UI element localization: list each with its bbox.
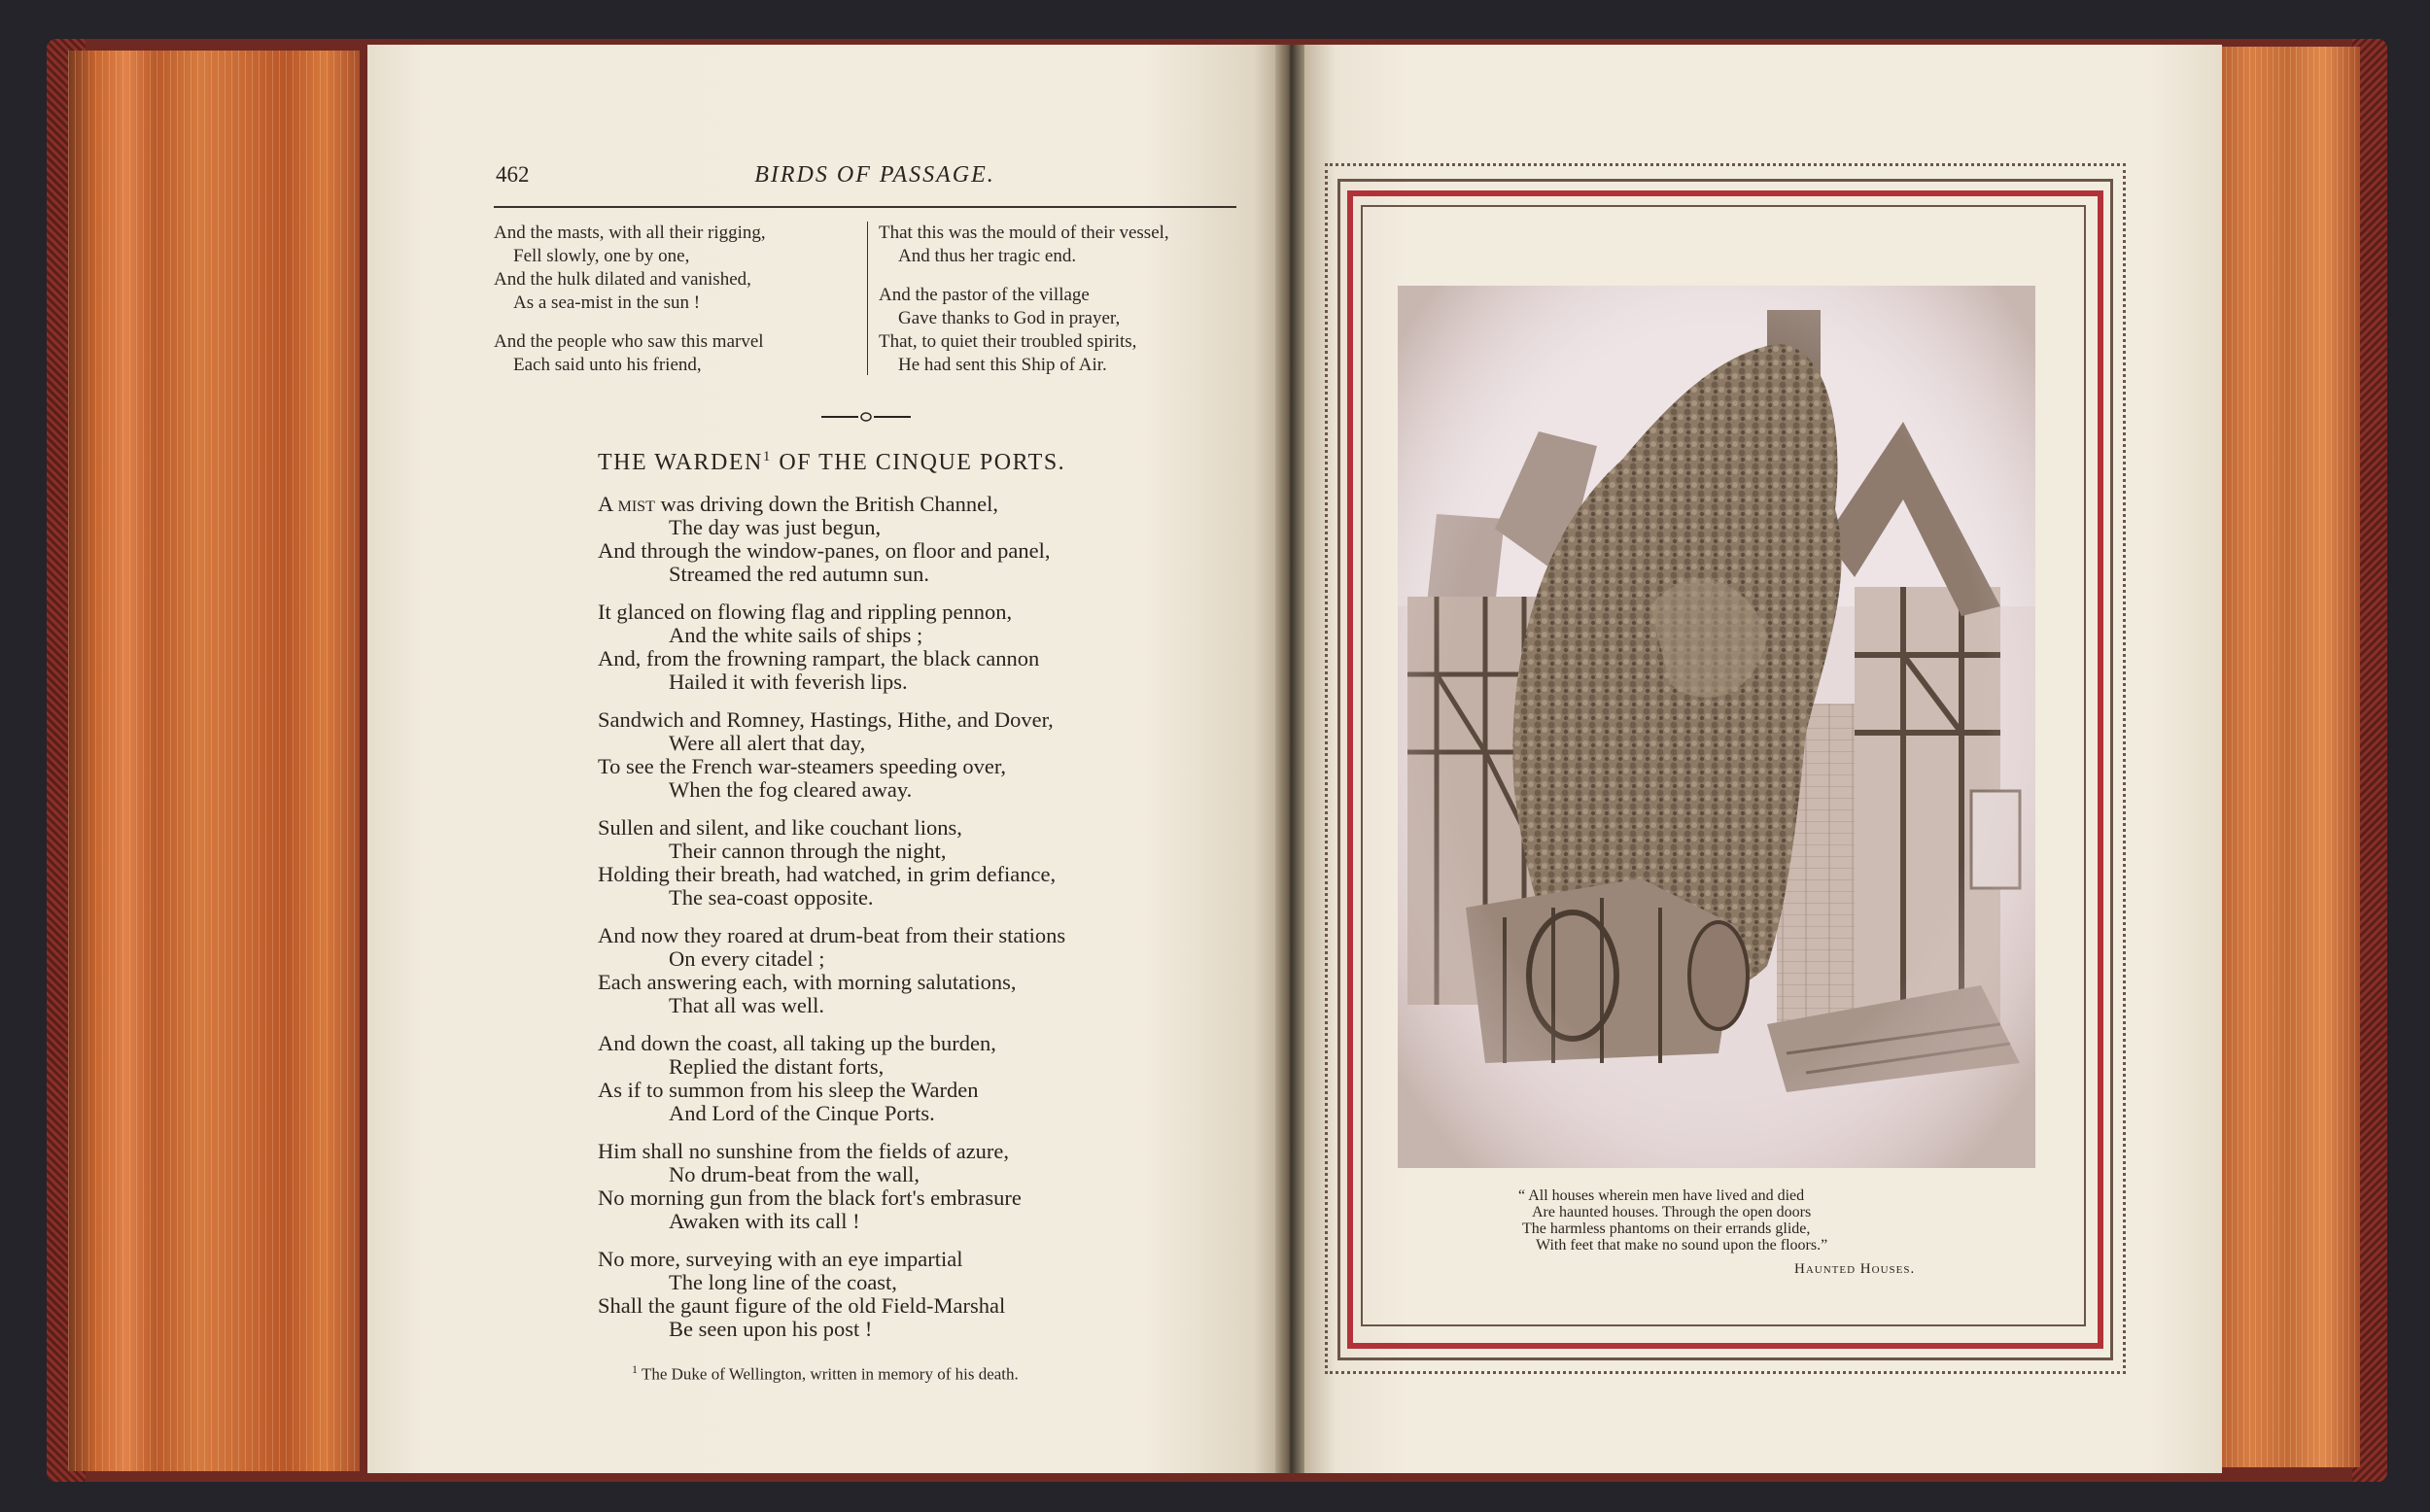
poem-line: That, to quiet their troubled spirits, bbox=[879, 331, 1137, 352]
stanza bbox=[598, 816, 1065, 910]
stanza bbox=[598, 1140, 1065, 1233]
running-head: BIRDS OF PASSAGE. bbox=[754, 162, 995, 188]
poem-line: Fell slowly, one by one, bbox=[513, 246, 690, 266]
caption-line: Are haunted houses. Through the open doors bbox=[1532, 1204, 1812, 1220]
stanza bbox=[598, 1248, 1065, 1341]
poem-line: Were all alert that day, bbox=[669, 731, 866, 755]
poem-line: When the fog cleared away. bbox=[669, 777, 913, 802]
poem-line: The long line of the coast, bbox=[669, 1270, 897, 1294]
poem-line: No morning gun from the black fort's embrasure bbox=[598, 1186, 1022, 1210]
poem-line: Replied the distant forts, bbox=[669, 1054, 885, 1079]
poem-line: And the masts, with all their rigging, bbox=[494, 223, 766, 243]
stanza bbox=[598, 493, 1065, 586]
poem-line: Him shall no sunshine from the fields of azure, bbox=[598, 1139, 1010, 1163]
poem-line: On every citadel ; bbox=[669, 946, 825, 971]
poem-line: The day was just begun, bbox=[669, 515, 882, 539]
house-photograph bbox=[1398, 286, 2035, 1168]
ornament-divider bbox=[821, 408, 911, 426]
footnote: $^1$ The Duke of Wellington, written in memory of his death. bbox=[632, 1362, 1019, 1384]
footnote-marker: 1 bbox=[762, 449, 772, 464]
stanza-gap bbox=[494, 315, 766, 330]
poem-line: Each said unto his friend, bbox=[513, 355, 702, 375]
poem-line: Their cannon through the night, bbox=[669, 839, 947, 863]
stanza bbox=[598, 1032, 1065, 1125]
page-number: 462 bbox=[496, 162, 530, 187]
poem-line: As if to summon from his sleep the Warden bbox=[598, 1078, 979, 1102]
poem-line: And the hulk dilated and vanished, bbox=[494, 269, 751, 290]
poem-line: A mist was driving down the British Channel, bbox=[598, 492, 998, 516]
poem-line: Each answering each, with morning salutations, bbox=[598, 970, 1017, 994]
caption-line: “ All houses wherein men have lived and died bbox=[1518, 1187, 1805, 1204]
stanza-gap bbox=[879, 268, 1169, 284]
poem-body bbox=[598, 493, 1065, 1356]
page-edges-left bbox=[68, 51, 360, 1471]
poem-line: Gave thanks to God in prayer, bbox=[898, 308, 1121, 328]
poem-column-right bbox=[879, 222, 1169, 377]
poem-line: Shall the gaunt figure of the old Field-Marshal bbox=[598, 1293, 1006, 1318]
caption-line: With feet that make no sound upon the floors.” bbox=[1536, 1237, 1828, 1254]
poem-line: And Lord of the Cinque Ports. bbox=[669, 1101, 935, 1125]
poem-line: Holding their breath, had watched, in grim defiance, bbox=[598, 862, 1057, 886]
column-separator bbox=[867, 222, 868, 375]
poem-line: As a sea-mist in the sun ! bbox=[513, 292, 701, 313]
poem-line: The sea-coast opposite. bbox=[669, 885, 874, 910]
stanza bbox=[598, 708, 1065, 802]
header-rule bbox=[494, 206, 1236, 208]
page-edges-right bbox=[2214, 47, 2360, 1467]
poem-line: Be seen upon his post ! bbox=[669, 1317, 873, 1341]
poem-line: To see the French war-steamers speeding over, bbox=[598, 754, 1007, 778]
caption-line: The harmless phantoms on their errands glide, bbox=[1522, 1220, 1811, 1237]
poem-line: That all was well. bbox=[669, 993, 824, 1017]
stanza bbox=[598, 601, 1065, 694]
poem-column-left bbox=[494, 222, 766, 377]
caption-attribution: Haunted Houses. bbox=[1794, 1261, 1916, 1277]
book-gutter bbox=[1275, 45, 1304, 1473]
poem-line: And the pastor of the village bbox=[879, 285, 1090, 305]
poem-line: No drum-beat from the wall, bbox=[669, 1162, 920, 1186]
poem-line: And the white sails of ships ; bbox=[669, 623, 923, 647]
poem-line: And now they roared at drum-beat from their stations bbox=[598, 923, 1066, 947]
poem-title: THE WARDEN$^1$ OF THE CINQUE PORTS. bbox=[598, 449, 1066, 475]
poem-line: And down the coast, all taking up the burden, bbox=[598, 1031, 996, 1055]
stanza bbox=[598, 924, 1065, 1017]
poem-line: No more, surveying with an eye impartial bbox=[598, 1247, 963, 1271]
poem-line: Sullen and silent, and like couchant lions, bbox=[598, 815, 962, 840]
poem-line: It glanced on flowing flag and rippling pennon, bbox=[598, 600, 1013, 624]
poem-line: Streamed the red autumn sun. bbox=[669, 562, 930, 586]
photo-caption bbox=[1518, 1187, 1827, 1254]
poem-line: That this was the mould of their vessel, bbox=[879, 223, 1169, 243]
poem-line: And thus her tragic end. bbox=[898, 246, 1077, 266]
poem-line: And the people who saw this marvel bbox=[494, 331, 764, 352]
poem-line: He had sent this Ship of Air. bbox=[898, 355, 1107, 375]
poem-line: And, from the frowning rampart, the black cannon bbox=[598, 646, 1040, 670]
poem-line: Hailed it with feverish lips. bbox=[669, 670, 908, 694]
poem-line: Sandwich and Romney, Hastings, Hithe, and Dover, bbox=[598, 707, 1054, 732]
poem-line: And through the window-panes, on floor and panel, bbox=[598, 538, 1051, 563]
poem-line: Awaken with its call ! bbox=[669, 1209, 860, 1233]
